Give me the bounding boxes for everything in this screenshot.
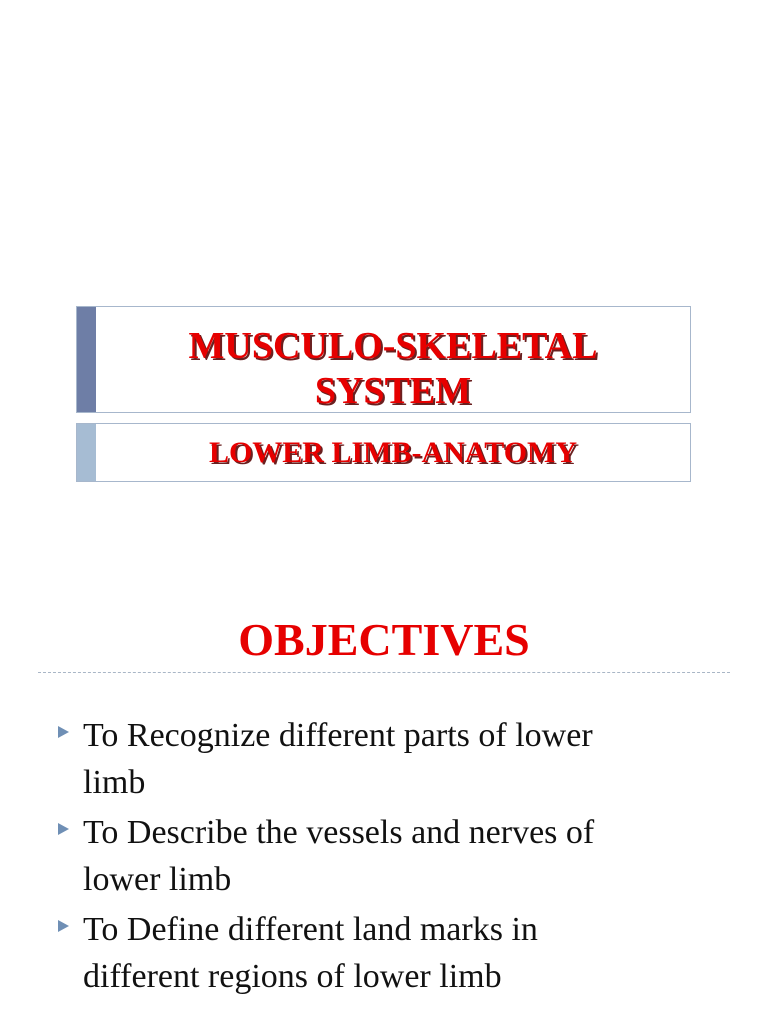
objective-item [58,712,748,806]
slide-title-line2: SYSTEM [314,370,472,412]
objective-line: To Describe the vessels and nerves of [83,814,595,851]
objective-line: limb [83,764,146,801]
triangle-bullet-icon [58,823,69,835]
subtitle-accent-bar [77,424,96,481]
subtitle-box [76,423,691,482]
objective-item [58,809,748,903]
objective-line: To Recognize different parts of lower [83,717,593,754]
objective-line: To Define different land marks in [83,911,538,948]
objectives-list [58,712,748,1003]
objective-line: different regions of lower limb [83,958,502,995]
triangle-bullet-icon [58,726,69,738]
slide-title-line1: MUSCULO-SKELETAL [188,325,598,367]
objective-item [58,906,748,1000]
title-accent-bar [77,307,96,412]
objectives-heading: OBJECTIVES [238,614,530,665]
heading-divider [38,672,730,673]
slide-subtitle: LOWER LIMB-ANATOMY [208,436,578,469]
objective-line: lower limb [83,861,232,898]
triangle-bullet-icon [58,920,69,932]
title-box [76,306,691,413]
slide-title [96,324,690,414]
